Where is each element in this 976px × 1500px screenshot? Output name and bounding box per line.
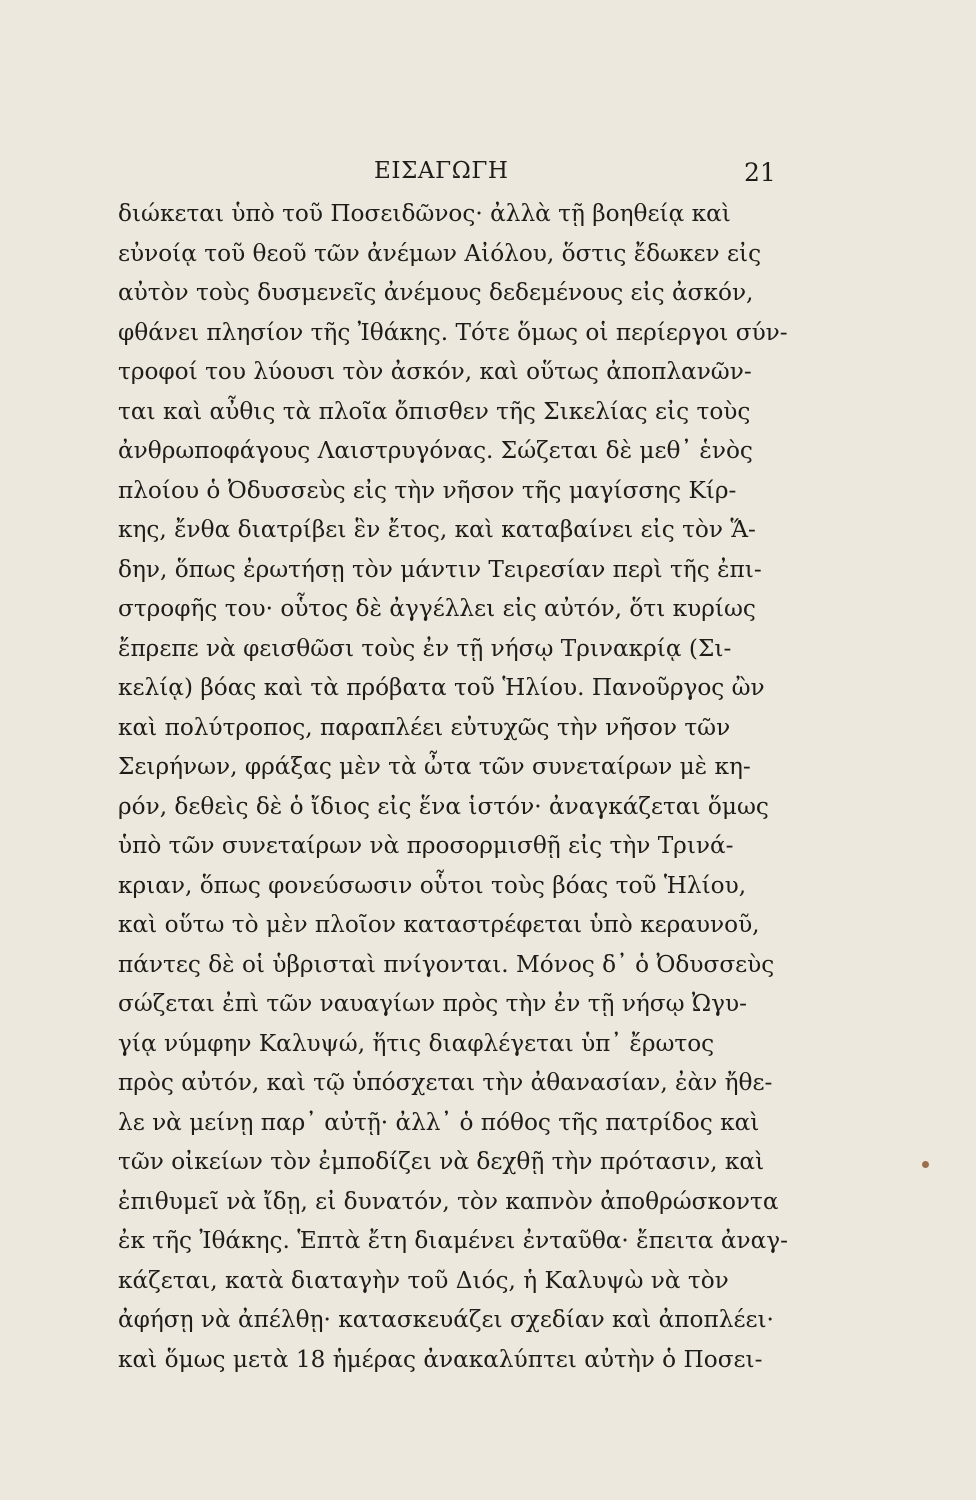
body-text xyxy=(118,194,796,1379)
text-line: λε νὰ μείνῃ παρ᾽ αὐτῇ· ἀλλ᾽ ὁ πόθος τῆς πατρίδος καὶ xyxy=(118,1108,760,1136)
text-line: πάντες δὲ οἱ ὑβρισταὶ πνίγονται. Μόνος δ᾽ ὁ Ὀδυσσεὺς xyxy=(118,950,775,978)
text-line: κης, ἔνθα διατρίβει ἓν ἔτος, καὶ καταβαίνει εἰς τὸν Ἅ- xyxy=(118,516,756,543)
page-number: 21 xyxy=(744,158,776,187)
text-line: κριαν, ὅπως φονεύσωσιν οὗτοι τοὺς βόας τοῦ Ἡλίου, xyxy=(118,871,747,899)
text-line: κελίᾳ) βόας καὶ τὰ πρόβατα τοῦ Ἡλίου. Πανοῦργος ὢν xyxy=(118,674,765,701)
text-line: ἀφήσῃ νὰ ἀπέλθῃ· κατασκευάζει σχεδίαν καὶ ἀποπλέει· xyxy=(118,1306,774,1333)
running-title: ΕΙΣΑΓΩΓΗ xyxy=(374,158,509,184)
text-line: καὶ ὅμως μετὰ 18 ἡμέρας ἀνακαλύπτει αὐτὴν ὁ Ποσει- xyxy=(118,1345,763,1373)
text-line: Σειρήνων, φράξας μὲν τὰ ὦτα τῶν συνεταίρων μὲ κη- xyxy=(118,753,751,780)
text-line: ὑπὸ τῶν συνεταίρων νὰ προσορμισθῇ εἰς τὴν Τρινά- xyxy=(118,832,734,859)
text-line: φθάνει πλησίον τῆς Ἰθάκης. Τότε ὅμως οἱ περίεργοι σύν- xyxy=(118,318,788,346)
text-line: τροφοί του λύουσι τὸν ἀσκόν, καὶ οὕτως ἀποπλανῶν- xyxy=(118,358,752,385)
text-line: στροφῆς του· οὗτος δὲ ἀγγέλλει εἰς αὐτόν, ὅτι κυρίως xyxy=(118,595,756,622)
text-line: καὶ πολύτροπος, παραπλέει εὐτυχῶς τὴν νῆσον τῶν xyxy=(118,713,731,741)
text-line: καὶ οὕτω τὸ μὲν πλοῖον καταστρέφεται ὑπὸ κεραυνοῦ, xyxy=(118,911,760,938)
text-line: κάζεται, κατὰ διαταγὴν τοῦ Διός, ἡ Καλυψὼ νὰ τὸν xyxy=(118,1266,729,1294)
text-line: ρόν, δεθεὶς δὲ ὁ ἴδιος εἰς ἕνα ἱστόν· ἀναγκάζεται ὅμως xyxy=(118,792,769,820)
text-line: δην, ὅπως ἐρωτήσῃ τὸν μάντιν Τειρεσίαν περὶ τῆς ἐπι- xyxy=(118,555,762,583)
text-line: ἀνθρωποφάγους Λαιστρυγόνας. Σώζεται δὲ μεθ᾽ ἑνὸς xyxy=(118,437,753,464)
text-line: πλοίου ὁ Ὀδυσσεὺς εἰς τὴν νῆσον τῆς μαγίσσης Κίρ- xyxy=(118,476,737,504)
text-line: ται καὶ αὖθις τὰ πλοῖα ὄπισθεν τῆς Σικελίας εἰς τοὺς xyxy=(118,397,751,425)
text-line: ἐπιθυμεῖ νὰ ἴδῃ, εἰ δυνατόν, τὸν καπνὸν ἀποθρώσκοντα xyxy=(118,1187,779,1215)
text-line: ἐκ τῆς Ἰθάκης. Ἑπτὰ ἔτη διαμένει ἐνταῦθα· ἔπειτα ἀναγ- xyxy=(118,1227,788,1254)
text-line: διώκεται ὑπὸ τοῦ Ποσειδῶνος· ἀλλὰ τῇ βοηθείᾳ καὶ xyxy=(118,200,731,227)
page-header xyxy=(0,158,976,194)
text-line: πρὸς αὐτόν, καὶ τῷ ὑπόσχεται τὴν ἀθανασίαν, ἐὰν ἤθε- xyxy=(118,1069,773,1096)
text-line: ἔπρεπε νὰ φεισθῶσι τοὺς ἐν τῇ νήσῳ Τρινακρίᾳ (Σι- xyxy=(118,634,732,662)
text-line: εὐνοίᾳ τοῦ θεοῦ τῶν ἀνέμων Αἰόλου, ὅστις ἔδωκεν εἰς xyxy=(118,239,762,267)
text-line: αὐτὸν τοὺς δυσμενεῖς ἀνέμους δεδεμένους εἰς ἀσκόν, xyxy=(118,279,754,306)
text-line: τῶν οἰκείων τὸν ἐμποδίζει νὰ δεχθῇ τὴν πρότασιν, καὶ xyxy=(118,1148,765,1175)
ink-speck xyxy=(922,1161,929,1168)
text-line: γίᾳ νύμφην Καλυψώ, ἥτις διαφλέγεται ὑπ᾽ ἔρωτος xyxy=(118,1029,715,1057)
text-line: σώζεται ἐπὶ τῶν ναυαγίων πρὸς τὴν ἐν τῇ νήσῳ Ὠγυ- xyxy=(118,990,747,1017)
